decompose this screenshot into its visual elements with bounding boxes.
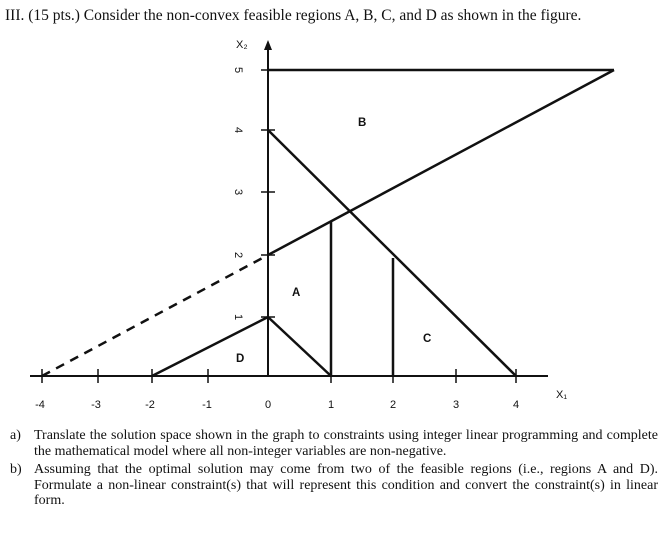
x-tick-label: 0 (264, 399, 272, 411)
question-header (5, 6, 655, 26)
part-b-marker: b) (10, 462, 22, 477)
y-axis-label: X₂ (236, 39, 248, 51)
y-tick-label: 4 (232, 126, 245, 134)
x-tick-label: 1 (327, 399, 335, 411)
feasible-regions-figure (0, 28, 664, 420)
y-axis-arrow-icon (264, 40, 272, 50)
y-tick-label: 2 (232, 251, 245, 259)
x-tick-labels (35, 399, 519, 411)
x-tick-label: 2 (389, 399, 397, 411)
question-number: III. (5, 7, 25, 24)
x-tick-label: -2 (145, 399, 155, 411)
boundary-rising-diagonal (268, 70, 614, 255)
region-a-label: A (292, 287, 301, 299)
x-axis-label: X₁ (556, 389, 568, 401)
x-tick-label: -1 (202, 399, 212, 411)
part-a-marker: a) (10, 428, 21, 443)
region-d-label: D (236, 353, 245, 365)
y-tick-labels (232, 67, 244, 320)
figure-svg (0, 28, 664, 420)
region-c-label: C (423, 333, 432, 345)
question-text: Consider the non-convex feasible regions A, B, C, and D as shown in the figure. (83, 7, 582, 24)
part-a (10, 428, 658, 459)
y-tick-label: 3 (232, 188, 245, 196)
x-tick-label: -3 (91, 399, 101, 411)
part-a-text: Translate the solution space shown in the graph to constraints using integer linear programming and complete the mathematical model where all non-integer variables are non-negative. (34, 428, 658, 459)
y-tick-label: 5 (232, 66, 245, 74)
region-a-lower-edge (268, 317, 331, 376)
x-tick-label: -4 (35, 399, 45, 411)
part-b (10, 462, 658, 509)
y-tick-label: 1 (232, 313, 245, 321)
region-b-label: B (358, 117, 367, 129)
region-d-upper-edge (152, 317, 268, 376)
x-tick-label: 3 (452, 399, 460, 411)
part-b-text: Assuming that the optimal solution may come from two of the feasible regions (i.e., regions A and D). Formulate a non-linear constraint(s) that will represent this condition and convert the constraint(s) in linear form. (34, 462, 658, 508)
question-points: (15 pts.) (28, 7, 80, 24)
x-tick-label: 4 (512, 399, 520, 411)
question-parts (10, 428, 658, 512)
